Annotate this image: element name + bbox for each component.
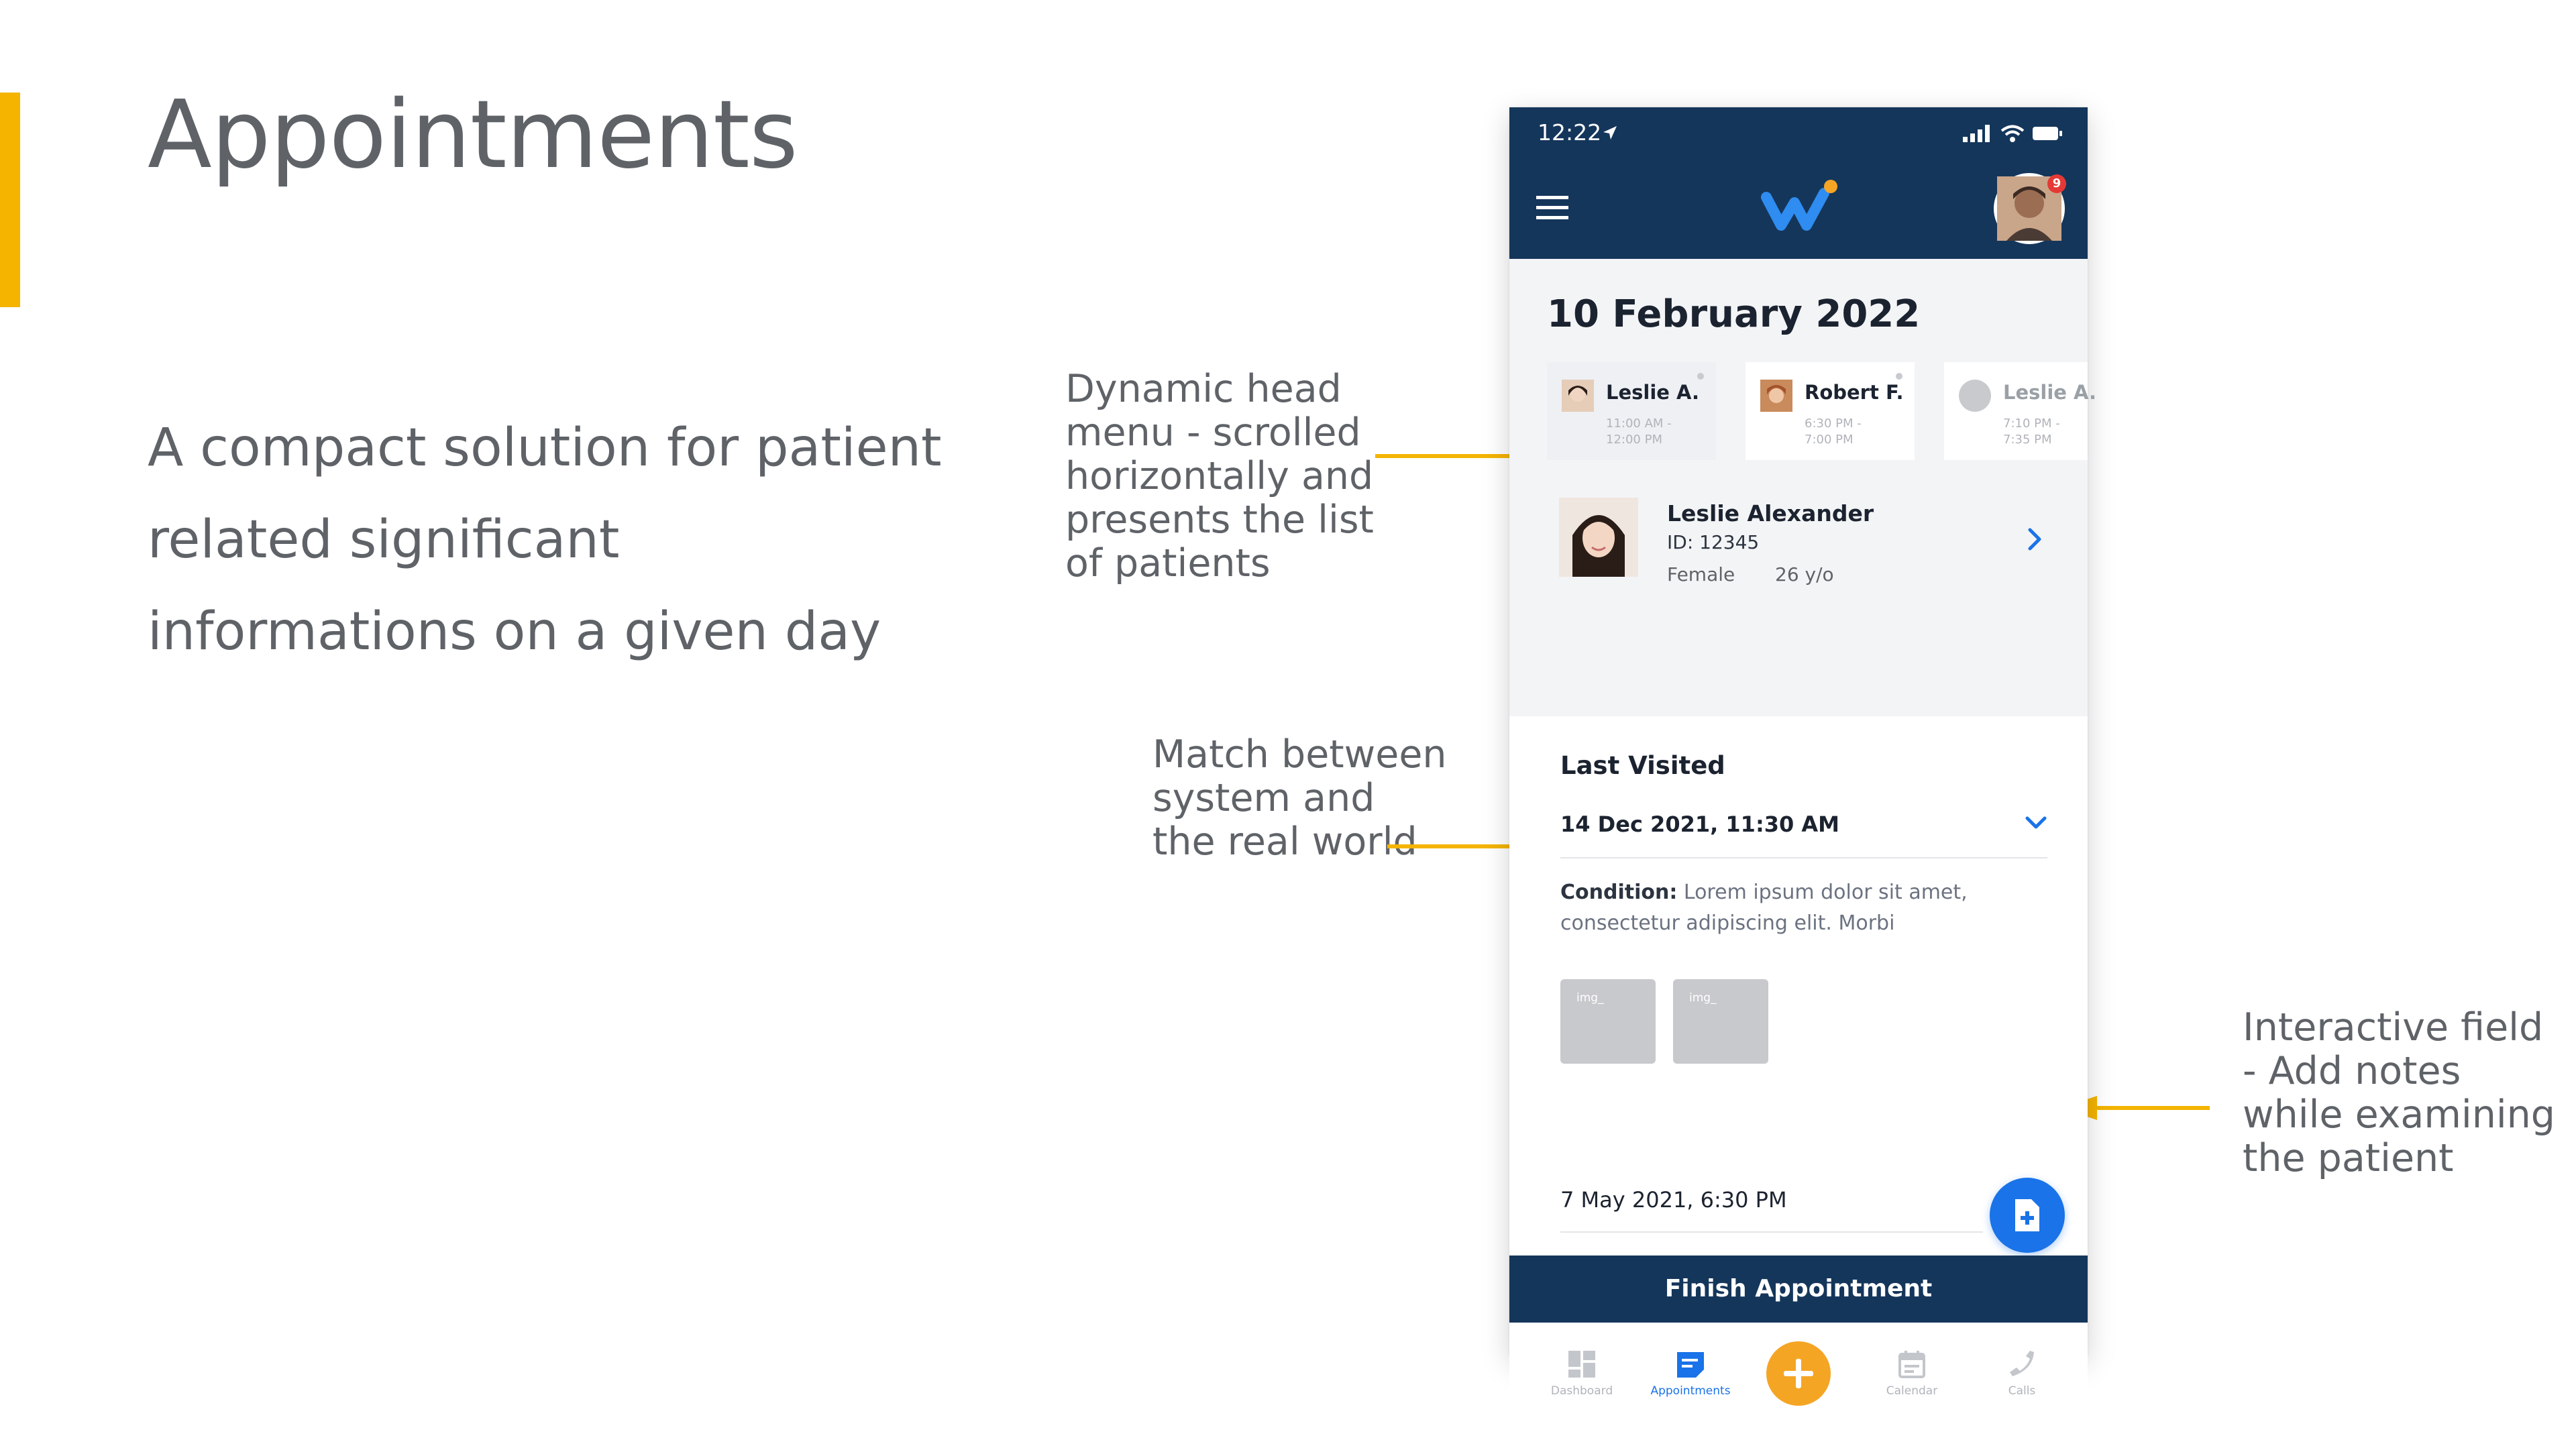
profile-avatar-button[interactable]: [1994, 173, 2065, 244]
chip-name: Robert F.: [1805, 381, 1904, 404]
condition-text: [1560, 877, 2050, 939]
avatar: [1760, 380, 1792, 412]
divider: [1560, 857, 2047, 858]
visit-date[interactable]: 14 Dec 2021, 11:30 AM: [1560, 812, 1840, 837]
patient-id: ID: 12345: [1667, 531, 1760, 553]
image-thumbnail[interactable]: [1673, 979, 1768, 1064]
chip-name: Leslie A.: [2003, 381, 2097, 404]
patient-photo: [1559, 498, 1638, 577]
patient-chip[interactable]: [1746, 362, 1915, 460]
nav-label: Appointments: [1650, 1384, 1731, 1398]
chip-time: 11:00 AM - 12:00 PM: [1606, 416, 1672, 447]
app-logo: [1762, 178, 1837, 232]
finish-appointment-button[interactable]: Finish Appointment: [1509, 1256, 2088, 1323]
chip-time: 7:10 PM - 7:35 PM: [2003, 416, 2060, 447]
signal-icon: [1963, 125, 1992, 142]
divider: [1560, 1231, 1983, 1233]
image-label: img_: [1576, 991, 1604, 1005]
annotation-interactive-field: Interactive field - Add notes while examining the patient: [2243, 1005, 2555, 1180]
annotation-real-world: Match between system and the real world: [1152, 732, 1447, 864]
location-arrow-icon: [1602, 125, 1618, 141]
patient-name: Leslie Alexander: [1667, 500, 1874, 526]
battery-icon: [2033, 125, 2062, 142]
status-dot: [1896, 373, 1902, 380]
condition-label: Condition:: [1560, 881, 1678, 904]
condition-body: Lorem ipsum dolor sit amet, consectetur adipiscing elit. Morbi: [1560, 881, 1968, 935]
add-appointment-button[interactable]: [1766, 1341, 1831, 1406]
image-label: img_: [1689, 991, 1717, 1005]
nav-label: Calendar: [1886, 1384, 1938, 1398]
date-section: [1509, 259, 2097, 716]
nav-item-appointments[interactable]: [1637, 1349, 1744, 1398]
annotation-head-menu: Dynamic head menu - scrolled horizontally and presents the list of patients: [1065, 367, 1374, 585]
bottom-nav: [1509, 1323, 2088, 1450]
chevron-down-icon[interactable]: [2025, 816, 2047, 830]
nav-label: Calls: [2008, 1384, 2036, 1398]
nav-label: Dashboard: [1550, 1384, 1613, 1398]
chevron-right-icon[interactable]: [2026, 527, 2043, 551]
status-icons: [1963, 125, 2062, 142]
add-note-button[interactable]: [1990, 1178, 2065, 1253]
appointments-icon: [1676, 1349, 1705, 1379]
image-thumbnail[interactable]: [1560, 979, 1656, 1064]
nav-item-dashboard[interactable]: [1528, 1349, 1635, 1398]
avatar: [1959, 380, 1991, 412]
patient-chip[interactable]: [1944, 362, 2097, 460]
last-visited-heading: Last Visited: [1560, 751, 1725, 780]
chip-time: 6:30 PM - 7:00 PM: [1805, 416, 1862, 447]
calendar-icon: [1897, 1349, 1927, 1379]
slide-title: Appointments: [148, 80, 798, 190]
app-header: [1509, 107, 2088, 259]
date-heading: 10 February 2022: [1547, 292, 1921, 336]
patient-gender: Female: [1667, 563, 1735, 585]
add-note-icon: [2012, 1198, 2042, 1233]
patient-chip[interactable]: [1547, 362, 1716, 460]
plus-icon: [1781, 1356, 1816, 1391]
notification-badge: 9: [2047, 174, 2066, 193]
menu-icon[interactable]: [1536, 196, 1568, 220]
wifi-icon: [2000, 125, 2025, 142]
slide-tagline: A compact solution for patient related significant informations on a given day: [148, 418, 942, 662]
visit-date[interactable]: 7 May 2021, 6:30 PM: [1560, 1187, 1787, 1213]
patient-age: 26 y/o: [1775, 563, 1834, 585]
patient-card[interactable]: [1509, 467, 2088, 606]
accent-bar: [0, 93, 20, 307]
nav-item-calendar[interactable]: [1858, 1349, 1966, 1398]
nav-item-calls[interactable]: [1968, 1349, 2076, 1398]
phone-icon: [2007, 1349, 2037, 1379]
dashboard-icon: [1567, 1349, 1597, 1379]
phone-screen: [1509, 107, 2097, 1398]
avatar: [1562, 380, 1594, 412]
status-dot: [1697, 373, 1704, 380]
status-time: 12:22: [1538, 119, 1602, 146]
chip-name: Leslie A.: [1606, 381, 1700, 404]
